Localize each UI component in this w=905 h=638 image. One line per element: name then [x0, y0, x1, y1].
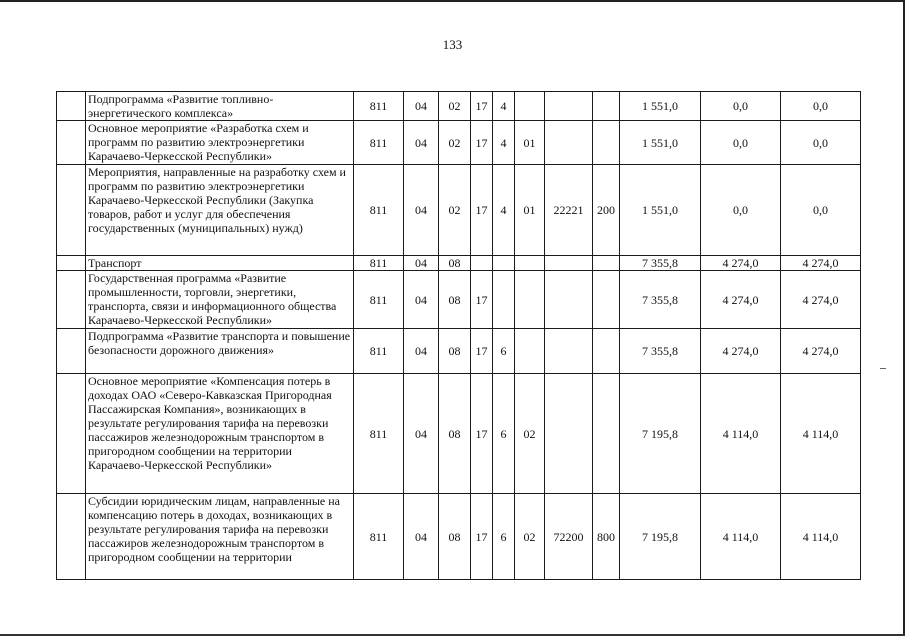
subprogram-code: 4 — [493, 165, 515, 256]
row-name: Подпрограмма «Развитие транспорта и повышение безопасности дорожного движения» — [86, 329, 354, 374]
expense-type-code — [593, 256, 620, 271]
amount-year-3: 4 114,0 — [781, 494, 861, 580]
activity-code: 01 — [515, 165, 545, 256]
activity-code: 02 — [515, 494, 545, 580]
amount-year-2: 4 274,0 — [701, 271, 781, 329]
section-code: 04 — [404, 92, 439, 121]
direction-code — [545, 256, 593, 271]
subsection-code: 08 — [439, 494, 471, 580]
direction-code — [545, 374, 593, 494]
expense-type-code — [593, 329, 620, 374]
direction-code: 22221 — [545, 165, 593, 256]
subprogram-code — [493, 271, 515, 329]
page-number: 133 — [442, 37, 463, 52]
amount-year-1: 1 551,0 — [620, 165, 701, 256]
row-name: Транспорт — [86, 256, 354, 271]
row-name: Основное мероприятие «Компенсация потерь в доходах ОАО «Северо-Кавказская Пригородная Пассажирская Компания», возникающих в результате регулирования тарифа на перевозки пассажиров железнодорожным транспортом в пригородном сообщении на территории Карачаево-Черкесской Республики» — [86, 374, 354, 494]
ministry-code: 811 — [354, 494, 404, 580]
expense-type-code — [593, 121, 620, 165]
amount-year-3: 0,0 — [781, 165, 861, 256]
budget-table — [56, 91, 861, 580]
program-code: 17 — [471, 165, 493, 256]
expense-type-code — [593, 374, 620, 494]
subprogram-code: 4 — [493, 121, 515, 165]
section-code: 04 — [404, 329, 439, 374]
page-edge-bottom — [0, 634, 905, 636]
program-code: 17 — [471, 92, 493, 121]
expense-type-code: 800 — [593, 494, 620, 580]
direction-code — [545, 121, 593, 165]
amount-year-1: 1 551,0 — [620, 121, 701, 165]
ministry-code: 811 — [354, 121, 404, 165]
row-name: Субсидии юридическим лицам, направленные на компенсацию потерь в доходах, возникающих в результате регулирования тарифа на перевозки пассажиров железнодорожным транспортом в пригородном сообщении на территории — [86, 494, 354, 580]
ministry-code: 811 — [354, 374, 404, 494]
expense-type-code — [593, 92, 620, 121]
amount-year-2: 4 274,0 — [701, 256, 781, 271]
amount-year-2: 4 114,0 — [701, 374, 781, 494]
amount-year-2: 4 114,0 — [701, 494, 781, 580]
activity-code: 01 — [515, 121, 545, 165]
subprogram-code: 4 — [493, 92, 515, 121]
table-row — [57, 329, 861, 374]
activity-code — [515, 92, 545, 121]
section-code: 04 — [404, 374, 439, 494]
ministry-code: 811 — [354, 329, 404, 374]
amount-year-1: 7 355,8 — [620, 271, 701, 329]
row-number-cell — [57, 256, 86, 271]
amount-year-2: 0,0 — [701, 92, 781, 121]
program-code — [471, 256, 493, 271]
subsection-code: 02 — [439, 165, 471, 256]
amount-year-3: 0,0 — [781, 92, 861, 121]
activity-code: 02 — [515, 374, 545, 494]
program-code: 17 — [471, 374, 493, 494]
row-number-cell — [57, 92, 86, 121]
amount-year-1: 7 355,8 — [620, 256, 701, 271]
activity-code — [515, 271, 545, 329]
program-code: 17 — [471, 121, 493, 165]
expense-type-code — [593, 271, 620, 329]
margin-tick-mark — [880, 368, 886, 369]
program-code: 17 — [471, 271, 493, 329]
amount-year-3: 4 274,0 — [781, 271, 861, 329]
row-name: Мероприятия, направленные на разработку схем и программ по развитию электроэнергетики Карачаево-Черкесской Республики (Закупка товаров, работ и услуг для обеспечения государственных (муниципальных) нужд) — [86, 165, 354, 256]
table-row — [57, 256, 861, 271]
subsection-code: 02 — [439, 92, 471, 121]
expense-type-code: 200 — [593, 165, 620, 256]
table-row — [57, 165, 861, 256]
amount-year-3: 0,0 — [781, 121, 861, 165]
row-name: Основное мероприятие «Разработка схем и программ по развитию электроэнергетики Карачаево-Черкесской Республики» — [86, 121, 354, 165]
subsection-code: 02 — [439, 121, 471, 165]
table-row — [57, 494, 861, 580]
ministry-code: 811 — [354, 256, 404, 271]
ministry-code: 811 — [354, 271, 404, 329]
row-name: Подпрограмма «Развитие топливно-энергетического комплекса» — [86, 92, 354, 121]
row-name: Государственная программа «Развитие промышленности, торговли, энергетики, транспорта, связи и информационного общества Карачаево-Черкесской Республики» — [86, 271, 354, 329]
direction-code — [545, 329, 593, 374]
subprogram-code: 6 — [493, 329, 515, 374]
amount-year-1: 1 551,0 — [620, 92, 701, 121]
direction-code — [545, 271, 593, 329]
section-code: 04 — [404, 256, 439, 271]
subsection-code: 08 — [439, 329, 471, 374]
direction-code: 72200 — [545, 494, 593, 580]
table-row — [57, 92, 861, 121]
table-row — [57, 374, 861, 494]
direction-code — [545, 92, 593, 121]
ministry-code: 811 — [354, 165, 404, 256]
subsection-code: 08 — [439, 271, 471, 329]
program-code: 17 — [471, 494, 493, 580]
row-number-cell — [57, 494, 86, 580]
section-code: 04 — [404, 121, 439, 165]
subprogram-code: 6 — [493, 374, 515, 494]
ministry-code: 811 — [354, 92, 404, 121]
row-number-cell — [57, 121, 86, 165]
section-code: 04 — [404, 271, 439, 329]
subsection-code: 08 — [439, 256, 471, 271]
program-code: 17 — [471, 329, 493, 374]
subprogram-code: 6 — [493, 494, 515, 580]
subprogram-code — [493, 256, 515, 271]
amount-year-1: 7 195,8 — [620, 374, 701, 494]
page-edge-top — [0, 0, 905, 2]
section-code: 04 — [404, 494, 439, 580]
amount-year-1: 7 355,8 — [620, 329, 701, 374]
row-number-cell — [57, 271, 86, 329]
section-code: 04 — [404, 165, 439, 256]
amount-year-3: 4 114,0 — [781, 374, 861, 494]
amount-year-1: 7 195,8 — [620, 494, 701, 580]
row-number-cell — [57, 165, 86, 256]
amount-year-2: 4 274,0 — [701, 329, 781, 374]
amount-year-3: 4 274,0 — [781, 256, 861, 271]
table-row — [57, 271, 861, 329]
table-row — [57, 121, 861, 165]
activity-code — [515, 329, 545, 374]
activity-code — [515, 256, 545, 271]
amount-year-2: 0,0 — [701, 121, 781, 165]
row-number-cell — [57, 329, 86, 374]
row-number-cell — [57, 374, 86, 494]
amount-year-3: 4 274,0 — [781, 329, 861, 374]
subsection-code: 08 — [439, 374, 471, 494]
amount-year-2: 0,0 — [701, 165, 781, 256]
